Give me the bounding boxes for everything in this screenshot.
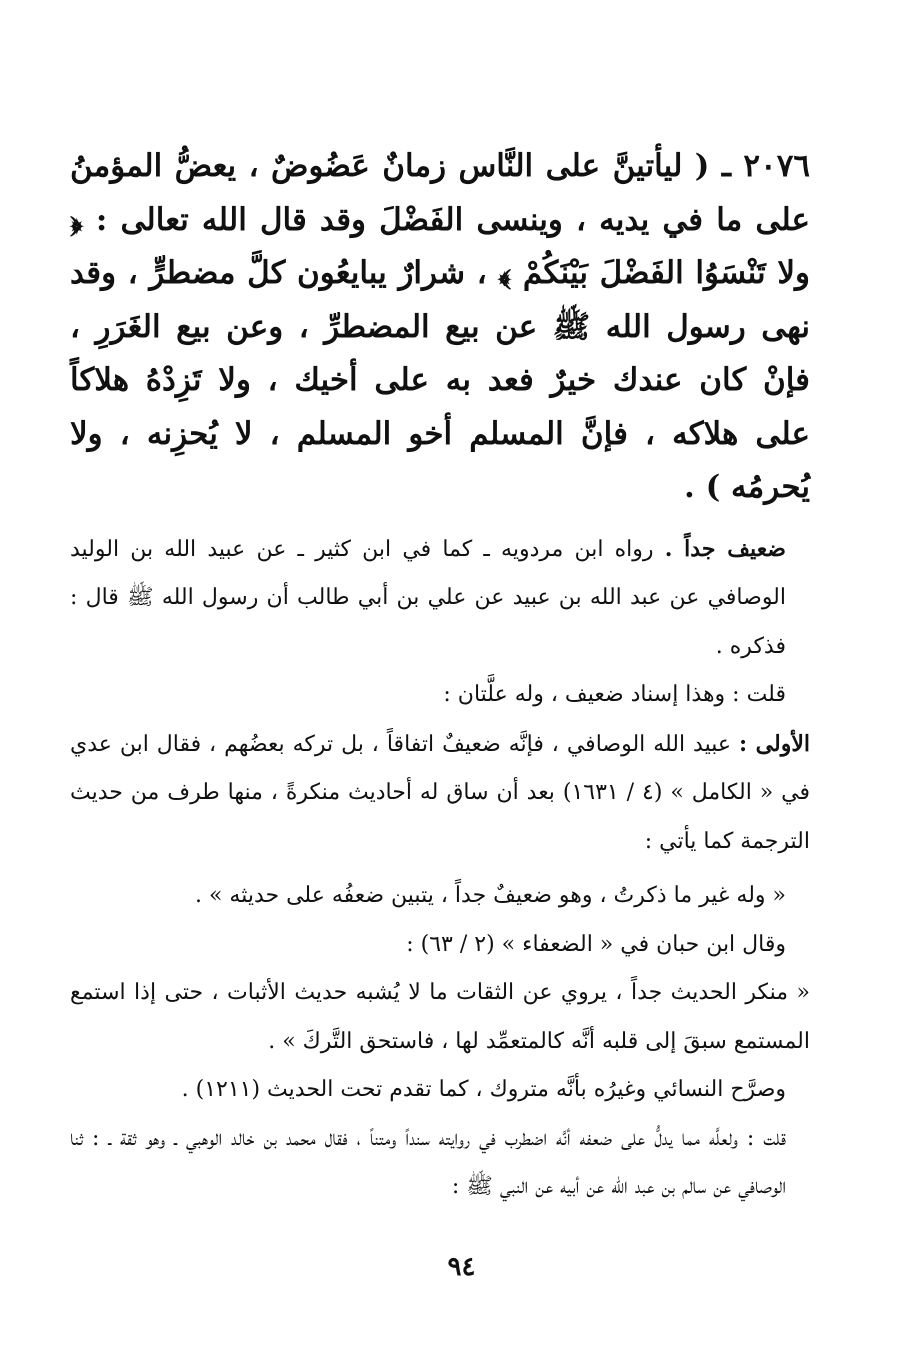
- ibn-hibban-quote: « منكر الحديث جداً ، يروي عن الثقات ما لا يُشبه حديث الأثبات ، حتى إذا استمع المستمع سبقَ إلى قلبه أنَّه كالمتعمِّد لها ، فاستحق التَّركَ » .: [70, 980, 810, 1054]
- page-number: ٩٤: [447, 1252, 476, 1282]
- hadith-number: ٢٠٧٦ ـ: [721, 148, 811, 184]
- ibn-hibban-intro: وقال ابن حبان في « الضعفاء » (٢ / ٦٣) :: [406, 931, 786, 957]
- hadith-text: ( ليأتينَّ على النَّاس زمانٌ عَضُوضٌ ، يعضُّ المؤمنُ على ما في يديه ، وينسى الفَضْلَ وقد قال الله تعالى : ﴿ ولا تَنْسَوُا الفَضْلَ بَيْنَكُمْ ﴾ ، شرارٌ يبايعُون كلَّ مضطرٍّ ، وقد نهى رسول الله ﷺ عن بيع المضطرِّ ، وعن بيع الغَرَرِ ، فإنْ كان عندك خيرٌ فعد به على أخيك ، ولا تَزِدْهُ هلاكاً على هلاكه ، فإنَّ المسلم أخو المسلم ، لا يُحزِنه ، ولا يُحرمُه ) .: [70, 148, 810, 505]
- page-body: [70, 140, 810, 1212]
- grading-text: رواه ابن مردويه ـ كما في ابن كثير ـ عن عبيد الله بن الوليد الوصافي عن عبد الله بن عبيد عن علي بن أبي طالب أن رسول الله ﷺ قال : فذكره .: [70, 536, 786, 659]
- grading-paragraph: [70, 525, 810, 672]
- ibn-adi-quote: « وله غير ما ذكرتُ ، وهو ضعيفٌ جداً ، يتبين ضعفُه على حديثه » .: [194, 883, 786, 908]
- hadith-block: [70, 140, 810, 515]
- first-defect-paragraph: [70, 720, 810, 867]
- nasai-paragraph: وصرَّح النسائي وغيرُه بأنَّه متروك ، كما تقدم تحت الحديث (١٢١١) .: [181, 1077, 786, 1102]
- first-defect-text: عبيد الله الوصافي ، فإنَّه ضعيفٌ اتفاقاً ، بل تركه بعضُهم ، فقال ابن عدي في « الكامل » (٤ / ١٦٣١) بعد أن ساق له أحاديث منكرةً ، منها طرف من حديث الترجمة كما يأتي :: [70, 731, 810, 854]
- first-defect-lead: الأولى :: [738, 730, 810, 757]
- note-intro: قلت : وهذا إسناد ضعيف ، وله علَّتان :: [443, 682, 786, 707]
- grading-lead: ضعيف جداً .: [664, 535, 786, 562]
- second-note-paragraph: قلت : ولعلَّه مما يدلُّ على ضعفه أنَّه اضطرب في روايته سنداً ومتناً ، فقال محمد بن خالد الوهبي ـ وهو ثقة ـ : ثنا الوصافي عن سالم بن عبد الله عن أبيه عن النبي ﷺ :: [70, 1125, 786, 1199]
